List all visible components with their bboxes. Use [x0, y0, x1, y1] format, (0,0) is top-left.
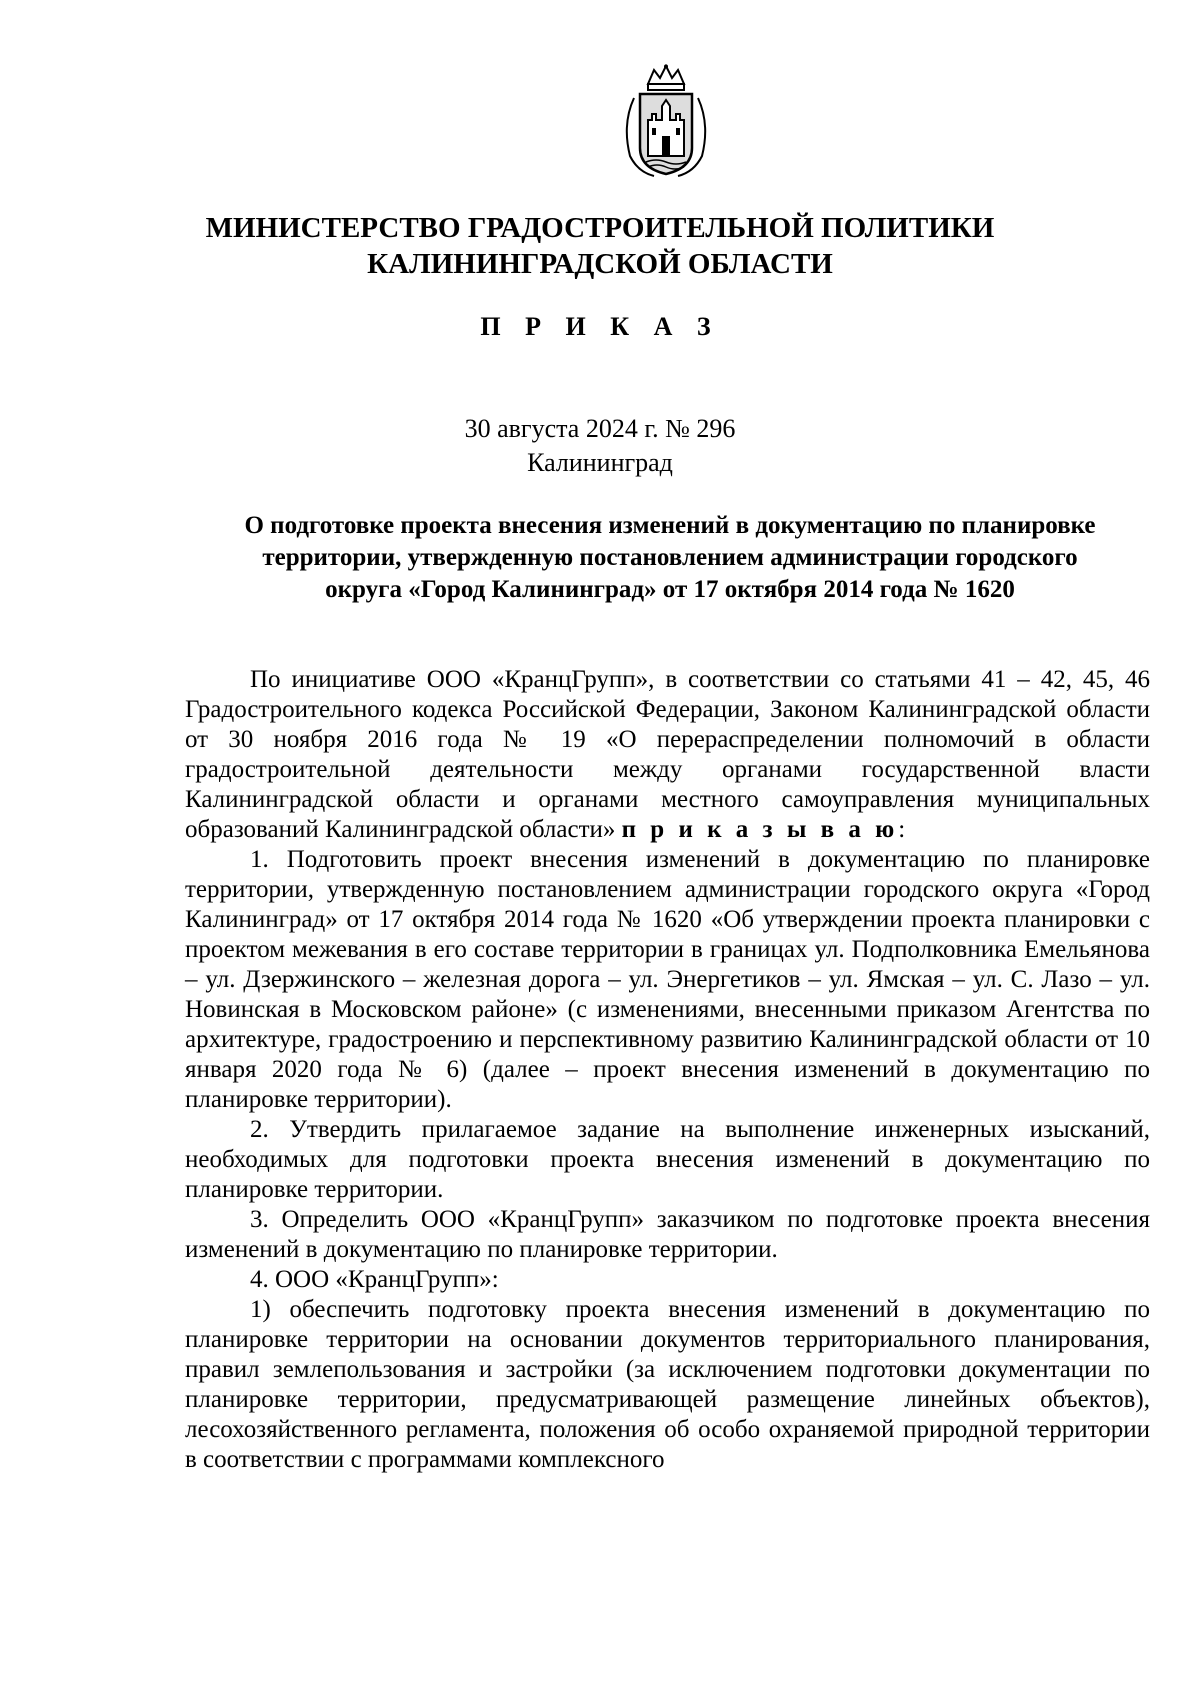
- date-and-place: [0, 412, 1200, 480]
- order-item-3: 3. Определить ООО «КранцГрупп» заказчиком по подготовке проекта внесения изменений в документацию по планировке территории.: [185, 1206, 1150, 1263]
- order-item-1: 1. Подготовить проект внесения изменений в документацию по планировке территории, утвержденную постановлением администрации городского округа «Город Калининград» от 17 октября 2014 года № 1620 «Об утверждении проекта планировки с проектом межевания в его составе территории в границах ул. Подполковника Емельянова – ул. Дзержинского – железная дорога – ул. Энергетиков – ул. Ямская – ул. С. Лазо – ул. Новинская в Московском районе» (с изменениями, внесенными приказом Агентства по архитектуре, градостроению и перспективному развитию Калининградской области от 10 января 2020 года № 6) (далее – проект внесения изменений в документацию по планировке территории).: [185, 846, 1150, 1113]
- ministry-title: [0, 210, 1200, 282]
- date-and-number: 30 августа 2024 г. № 296: [464, 414, 736, 443]
- ministry-title-line-1: МИНИСТЕРСТВО ГРАДОСТРОИТЕЛЬНОЙ ПОЛИТИКИ: [205, 212, 995, 244]
- order-item-2: 2. Утвердить прилагаемое задание на выполнение инженерных изысканий, необходимых для подготовки проекта внесения изменений в документацию по планировке территории.: [185, 1116, 1150, 1203]
- ministry-title-line-2: КАЛИНИНГРАДСКОЙ ОБЛАСТИ: [367, 248, 833, 280]
- order-subject: [190, 510, 1150, 606]
- preamble-paragraph: [185, 665, 1150, 845]
- coat-of-arms-icon: [618, 64, 714, 180]
- order-verb: п р и к а з ы в а ю: [621, 816, 899, 843]
- order-subject-line-1: О подготовке проекта внесения изменений в документацию по планировке: [244, 512, 1096, 539]
- order-body: [185, 665, 1150, 1475]
- document-type: П Р И К А З: [480, 312, 720, 341]
- preamble-text: По инициативе ООО «КранцГрупп», в соответствии со статьями 41 – 42, 45, 46 Градостроительного кодекса Российской Федерации, Законом Калининградской области от 30 ноября 2016 года № 19 «О перераспределении полномочий в области градостроительной деятельности между органами государственной власти Калининградской области и органами местного самоуправления муниципальных образований Калининградской области»: [185, 666, 1150, 843]
- order-item-4-subitem-1: 1) обеспечить подготовку проекта внесения изменений в документацию по планировке территории на основании документов территориального планирования, правил землепользования и застройки (за исключением подготовки документации по планировке территории, предусматривающей размещение линейных объектов), лесохозяйственного регламента, положения об особо охраняемой природной территории в соответствии с программами комплексного: [185, 1296, 1150, 1473]
- city: Калининград: [527, 448, 673, 477]
- order-subject-line-2: территории, утвержденную постановлением администрации городского: [262, 544, 1078, 571]
- order-subject-line-3: округа «Город Калининград» от 17 октября 2014 года № 1620: [325, 576, 1015, 603]
- order-item-4: 4. ООО «КранцГрупп»:: [250, 1266, 499, 1293]
- order-verb-colon: :: [898, 816, 906, 843]
